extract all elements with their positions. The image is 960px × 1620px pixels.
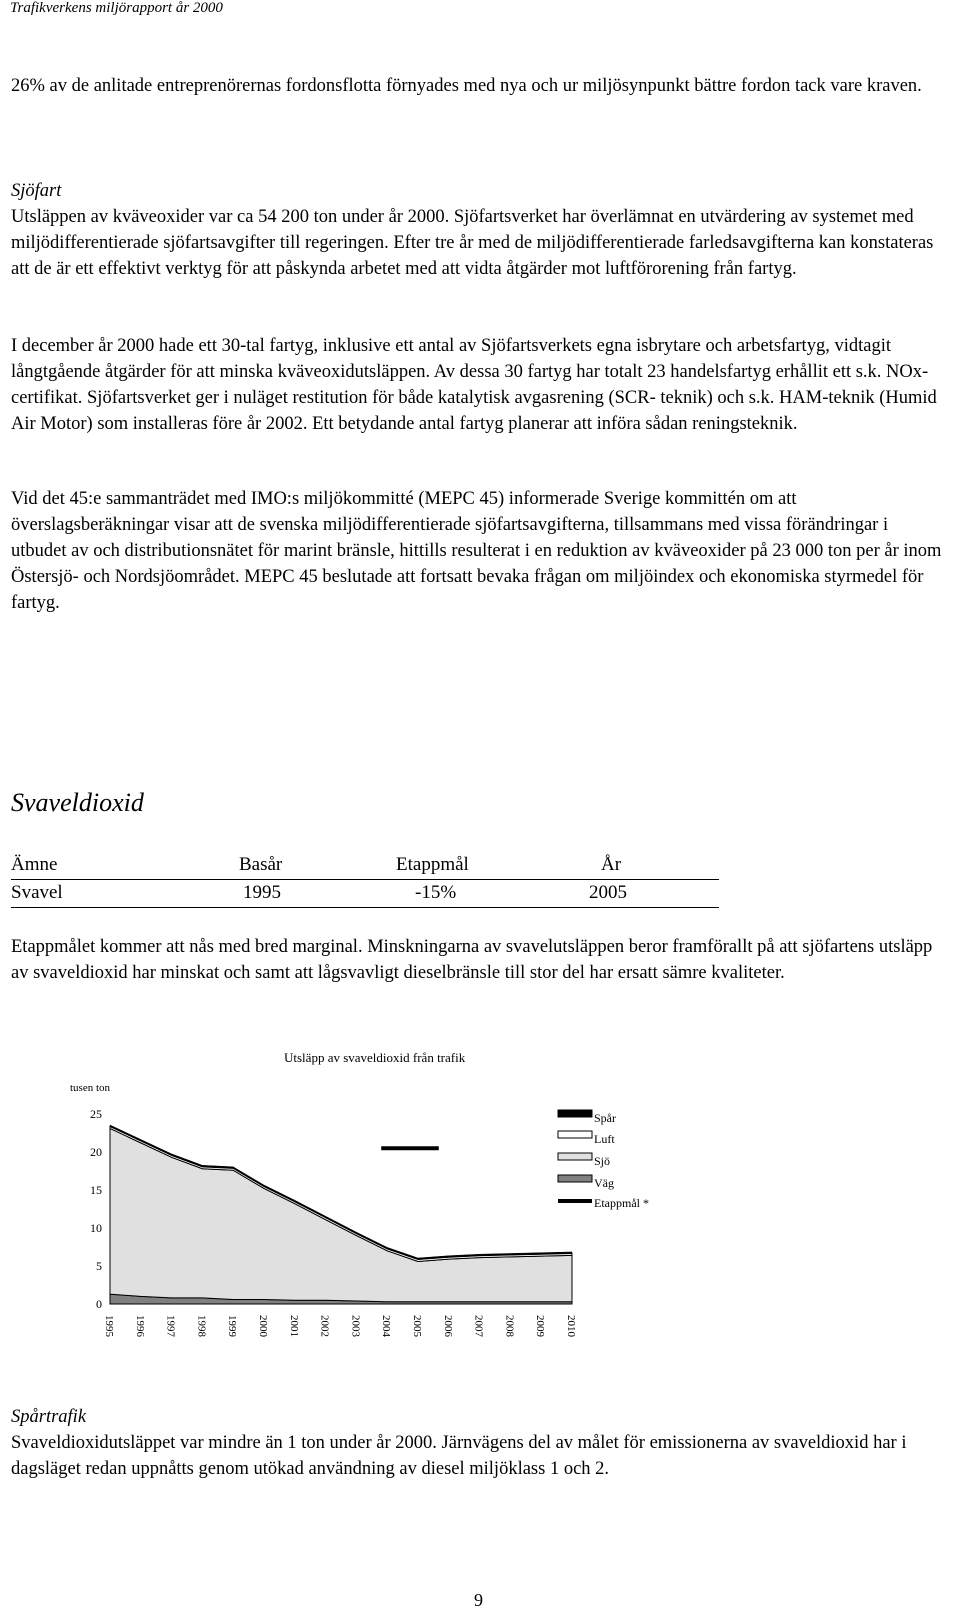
goal-table-header-row: [11, 852, 719, 880]
svaveldioxid-paragraph: Etappmålet kommer att nås med bred marginal. Minskningarna av svavelutsläppen beror framförallt på att sjöfartens utsläpp av svaveldioxid har minskat och samt att lågsvavligt dieselbränsle till stor del har ersatt sämre kvaliteter.: [11, 937, 933, 983]
y-tick-label: 25: [90, 1107, 102, 1121]
x-tick-label: 2001: [287, 1315, 300, 1337]
x-tick-label: 2004: [380, 1315, 393, 1337]
y-tick-label: 20: [90, 1145, 102, 1159]
legend-label: Sjö: [594, 1154, 611, 1168]
x-tick-label: 2003: [349, 1315, 362, 1337]
legend-label: Spår: [594, 1111, 616, 1125]
legend-swatch: [558, 1175, 592, 1182]
chart-y-label: tusen ton: [70, 1082, 111, 1094]
x-tick-label: 1998: [195, 1315, 208, 1337]
svaveldioxid-heading: Svaveldioxid: [11, 788, 144, 817]
legend-label: Luft: [594, 1132, 615, 1146]
x-tick-label: 2005: [411, 1315, 423, 1337]
x-tick-label: 1996: [133, 1315, 146, 1337]
table-header-cell: År: [601, 854, 622, 875]
table-cell: 1995: [243, 882, 281, 903]
legend-label: Väg: [594, 1176, 614, 1190]
table-header-cell: Etappmål: [396, 854, 469, 875]
legend-swatch: [558, 1110, 592, 1117]
legend-swatch: [558, 1153, 592, 1160]
goal-table: [11, 852, 719, 908]
sjofart-paragraph-1: Utsläppen av kväveoxider var ca 54 200 ton under år 2000. Sjöfartsverket har överlämnat en utvärdering av systemet med miljödifferentierade sjöfartsavgifter till regeringen. Efter tre år med de miljödifferentierade farledsavgifterna kan konstateras att de är ett effektivt verktyg för att påskynda arbetet med att vidta åtgärder mot luftförorening från fartyg.: [11, 207, 934, 279]
table-cell: -15%: [415, 882, 457, 903]
y-tick-label: 10: [90, 1221, 102, 1235]
sjofart-paragraph-2: I december år 2000 hade ett 30-tal fartyg, inklusive ett antal av Sjöfartsverkets egna isbrytare och arbetsfartyg, vidtagit långtgående åtgärder för att minska kväveoxidutsläppen. Av dessa 30 fartyg har totalt 23 handelsfartyg erhållit ett s.k. NOx-certifikat. Sjöfartsverket ger i nuläget restitution för både katalytisk avgasrening (SCR- teknik) och s.k. HAM-teknik (Humid Air Motor) som installeras före år 2002. Ett betydande antal fartyg planerar att införa sådan reningsteknik.: [11, 336, 937, 434]
x-tick-label: 2000: [257, 1315, 269, 1337]
x-tick-label: 2002: [318, 1315, 331, 1337]
x-tick-label: 1999: [226, 1315, 239, 1337]
table-cell: 2005: [589, 882, 627, 903]
table-header-cell: Ämne: [11, 854, 58, 875]
x-tick-label: 2009: [534, 1315, 547, 1337]
x-tick-label: 2007: [472, 1315, 485, 1337]
sjofart-paragraph-3: Vid det 45:e sammanträdet med IMO:s miljökommitté (MEPC 45) informerade Sverige kommittén om att överslagsberäkningar visar att de svenska miljödifferentierade sjöfartsavgifterna, tillsammans med vissa förändringar i utbudet av och distributionsnätet för marint bränsle, hittills resulterat i en reduktion av kväveoxider på 23 000 ton per år inom Östersjö- och Nordsjöområdet. MEPC 45 beslutade att fortsatt bevaka frågan om miljöindex och ekonomiska styrmedel för fartyg.: [11, 489, 942, 613]
x-tick-label: 1995: [103, 1315, 115, 1337]
legend-label: Etappmål *: [594, 1196, 649, 1210]
sulfur-dioxide-chart: [0, 1035, 960, 1355]
spartrafik-paragraph: Svaveldioxidutsläppet var mindre än 1 ton under år 2000. Järnvägens del av målet för emissionerna av svaveldioxid har i dagsläget redan uppnåtts genom utökad användning av diesel miljöklass 1 och 2.: [11, 1433, 907, 1479]
table-header-cell: Basår: [239, 854, 283, 875]
area-series-sjö: [110, 1128, 572, 1301]
sjofart-heading: Sjöfart: [11, 181, 62, 201]
x-tick-label: 2008: [503, 1315, 516, 1337]
page-number: 9: [474, 1590, 483, 1610]
y-tick-label: 15: [90, 1183, 102, 1197]
goal-table-row: [11, 880, 719, 908]
table-cell: Svavel: [11, 882, 63, 903]
page-header: Trafikverkens miljörapport år 2000: [10, 0, 223, 16]
x-tick-label: 1997: [164, 1315, 177, 1337]
x-tick-label: 2010: [565, 1315, 577, 1337]
y-tick-label: 0: [96, 1297, 102, 1311]
legend-swatch: [558, 1131, 592, 1138]
y-tick-label: 5: [96, 1259, 102, 1273]
intro-paragraph: 26% av de anlitade entreprenörernas fordonsflotta förnyades med nya och ur miljösynpunkt bättre fordon tack vare kraven.: [11, 76, 922, 96]
chart-title: Utsläpp av svaveldioxid från trafik: [284, 1050, 466, 1065]
x-tick-label: 2006: [441, 1315, 454, 1337]
spartrafik-heading: Spårtrafik: [11, 1407, 87, 1427]
